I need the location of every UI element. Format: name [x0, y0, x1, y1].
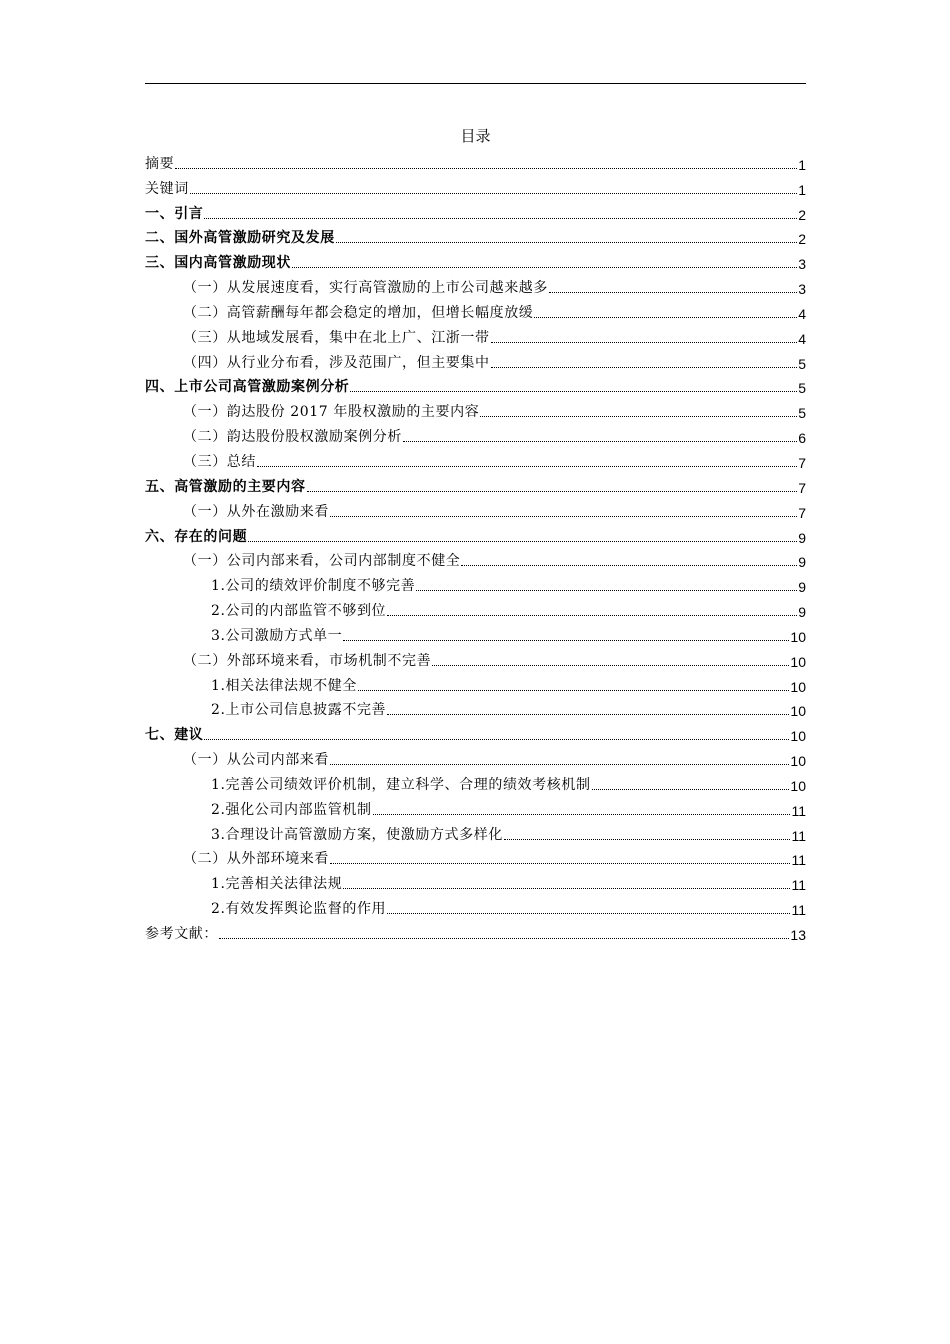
toc-entry[interactable]	[145, 150, 806, 175]
toc-dot-leader	[190, 193, 797, 194]
toc-entry[interactable]	[145, 771, 806, 796]
toc-dot-leader	[491, 367, 798, 368]
toc-dot-leader	[248, 541, 797, 542]
toc-entry[interactable]	[145, 200, 806, 225]
toc-page-number: 10	[790, 678, 806, 695]
toc-entry[interactable]	[145, 821, 806, 846]
toc-page-number: 9	[798, 554, 806, 571]
toc-entry-label: （一）从公司内部来看	[183, 752, 329, 769]
toc-dot-leader	[330, 863, 790, 864]
toc-entry[interactable]	[145, 572, 806, 597]
toc-entry[interactable]	[145, 448, 806, 473]
toc-dot-leader	[504, 839, 790, 840]
toc-entry-label: 2.有效发挥舆论监督的作用	[211, 901, 387, 918]
toc-entry-label: （二）外部环境来看，市场机制不完善	[183, 652, 432, 669]
toc-page-number: 3	[798, 256, 806, 273]
toc-dot-leader	[219, 938, 789, 939]
toc-dot-leader	[204, 739, 789, 740]
toc-page-number: 7	[798, 454, 806, 471]
toc-page-number: 9	[798, 529, 806, 546]
toc-dot-leader	[373, 814, 791, 815]
toc-page-number: 9	[798, 604, 806, 621]
toc-entry-label: （三）总结	[183, 453, 256, 470]
toc-page-number: 10	[790, 653, 806, 670]
toc-entry-label: （二）韵达股份股权激励案例分析	[183, 429, 402, 446]
toc-entry-label: （一）韵达股份 2017 年股权激励的主要内容	[183, 404, 480, 421]
toc-entry-label: （一）从外在激励来看	[183, 503, 329, 520]
toc-entry-label: 五、高管激励的主要内容	[145, 478, 306, 495]
toc-entry-label: （二）从外部环境来看	[183, 851, 329, 868]
toc-page-number: 5	[798, 405, 806, 422]
toc-entry[interactable]	[145, 299, 806, 324]
toc-dot-leader	[350, 391, 797, 392]
toc-page-number: 1	[798, 181, 806, 198]
toc-page-number: 2	[798, 231, 806, 248]
toc-entry[interactable]	[145, 423, 806, 448]
toc-entry[interactable]	[145, 796, 806, 821]
toc-page-number: 2	[798, 206, 806, 223]
toc-entry[interactable]	[145, 721, 806, 746]
toc-page-number: 7	[798, 479, 806, 496]
header-rule	[145, 83, 806, 84]
toc-entry[interactable]	[145, 647, 806, 672]
toc-entry-label: 2.公司的内部监管不够到位	[211, 603, 387, 620]
toc-entry-label: 关键词	[145, 180, 189, 197]
toc-entry[interactable]	[145, 349, 806, 374]
toc-entry[interactable]	[145, 249, 806, 274]
toc-page-number: 1	[798, 156, 806, 173]
toc-entry[interactable]	[145, 324, 806, 349]
toc-dot-leader	[480, 416, 797, 417]
toc-dot-leader	[257, 466, 797, 467]
toc-entry[interactable]	[145, 398, 806, 423]
toc-entry-label: 七、建议	[145, 727, 204, 744]
toc-entry[interactable]	[145, 697, 806, 722]
toc-entry[interactable]	[145, 920, 806, 945]
toc-dot-leader	[343, 640, 789, 641]
toc-page-number: 11	[791, 802, 806, 819]
toc-entry[interactable]	[145, 597, 806, 622]
toc-entry[interactable]	[145, 523, 806, 548]
toc-dot-leader	[330, 764, 789, 765]
toc-entry-label: 1.相关法律法规不健全	[211, 677, 357, 694]
toc-page-number: 11	[791, 877, 806, 894]
toc-entry[interactable]	[145, 473, 806, 498]
toc-entry-label: （三）从地域发展看，集中在北上广、江浙一带	[183, 329, 490, 346]
toc-dot-leader	[387, 913, 790, 914]
toc-entry-label: 六、存在的问题	[145, 528, 248, 545]
toc-entry[interactable]	[145, 498, 806, 523]
toc-dot-leader	[534, 317, 797, 318]
toc-entry[interactable]	[145, 225, 806, 250]
toc-page-number: 3	[798, 281, 806, 298]
toc-entry[interactable]	[145, 846, 806, 871]
toc-dot-leader	[592, 789, 790, 790]
toc-page-number: 13	[790, 927, 806, 943]
toc-entry-label: 2.上市公司信息披露不完善	[211, 702, 387, 719]
toc-dot-leader	[307, 491, 798, 492]
toc-entry-label: 二、国外高管激励研究及发展	[145, 230, 335, 247]
toc-entry[interactable]	[145, 274, 806, 299]
toc-dot-leader	[387, 615, 797, 616]
toc-page-number: 7	[798, 504, 806, 521]
toc-page-number: 10	[790, 728, 806, 745]
toc-page-number: 10	[790, 703, 806, 720]
toc-entry[interactable]	[145, 870, 806, 895]
toc-page-number: 11	[791, 827, 806, 844]
toc-entry[interactable]	[145, 622, 806, 647]
toc-entry-label: （二）高管薪酬每年都会稳定的增加，但增长幅度放缓	[183, 304, 534, 321]
toc-entry-label: 3.公司激励方式单一	[211, 627, 343, 644]
toc-entry[interactable]	[145, 175, 806, 200]
toc-dot-leader	[336, 242, 797, 243]
toc-dot-leader	[292, 267, 797, 268]
toc-page-number: 4	[798, 305, 806, 322]
toc-dot-leader	[491, 342, 798, 343]
toc-entry-label: 1.完善公司绩效评价机制，建立科学、合理的绩效考核机制	[211, 776, 591, 793]
toc-entry-label: 参考文献：	[145, 926, 218, 942]
toc-page-number: 5	[798, 380, 806, 397]
toc-entry[interactable]	[145, 672, 806, 697]
toc-page-number: 5	[798, 355, 806, 372]
toc-dot-leader	[461, 565, 797, 566]
toc-title: 目录	[460, 127, 491, 145]
toc-entry-label: 摘要	[145, 155, 175, 172]
toc-entry[interactable]	[145, 746, 806, 771]
toc-entry[interactable]	[145, 374, 806, 399]
toc-page-number: 10	[790, 777, 806, 794]
toc-page-number: 11	[791, 852, 806, 869]
toc-entry-label: 三、国内高管激励现状	[145, 255, 291, 272]
toc-entry-label: 2.强化公司内部监管机制	[211, 801, 372, 818]
toc-entry-label: 3.合理设计高管激励方案，使激励方式多样化	[211, 826, 503, 843]
toc-page-number: 6	[798, 430, 806, 447]
toc-dot-leader	[175, 168, 797, 169]
toc-dot-leader	[416, 590, 797, 591]
toc-entry-label: （四）从行业分布看，涉及范围广，但主要集中	[183, 354, 490, 371]
toc-entry-label: 一、引言	[145, 205, 204, 222]
toc-dot-leader	[343, 888, 790, 889]
table-of-contents	[145, 150, 806, 945]
toc-dot-leader	[387, 714, 789, 715]
toc-page-number: 11	[791, 902, 806, 919]
toc-page-number: 10	[790, 628, 806, 645]
toc-page-number: 4	[798, 330, 806, 347]
toc-entry-label: 1.公司的绩效评价制度不够完善	[211, 578, 416, 595]
toc-entry[interactable]	[145, 895, 806, 920]
toc-dot-leader	[432, 665, 789, 666]
toc-dot-leader	[549, 292, 797, 293]
toc-dot-leader	[358, 690, 789, 691]
toc-page-number: 10	[790, 753, 806, 770]
toc-entry-label: 1.完善相关法律法规	[211, 876, 343, 893]
toc-dot-leader	[204, 218, 797, 219]
toc-entry-label: （一）公司内部来看，公司内部制度不健全	[183, 553, 461, 570]
toc-dot-leader	[403, 441, 797, 442]
toc-page-number: 9	[798, 579, 806, 596]
toc-entry-label: （一）从发展速度看，实行高管激励的上市公司越来越多	[183, 280, 548, 297]
toc-entry[interactable]	[145, 548, 806, 573]
toc-entry-label: 四、上市公司高管激励案例分析	[145, 379, 350, 396]
toc-dot-leader	[330, 516, 797, 517]
